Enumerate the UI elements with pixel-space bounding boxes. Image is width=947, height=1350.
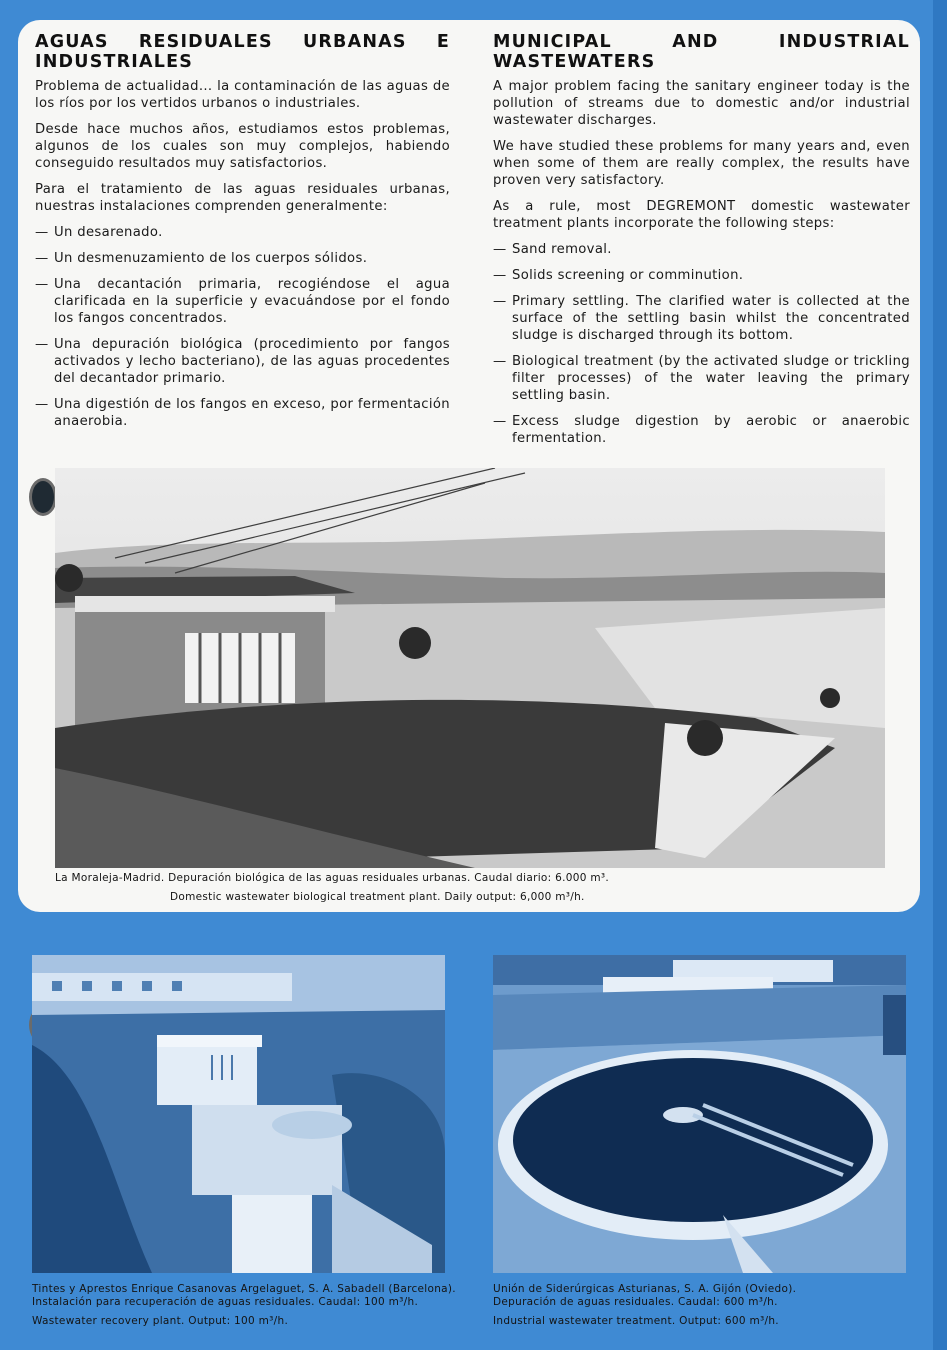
- bottom-left-photo: [32, 955, 445, 1273]
- english-paragraph: As a rule, most DEGREMONT domestic wastewater treatment plants incorporate the following steps:: [493, 199, 910, 231]
- list-item-text: Primary settling. The clarified water is collected at the surface of the settling basin whilst the concentrated sludge is discharged through its bottom.: [512, 294, 910, 343]
- english-paragraph: A major problem facing the sanitary engineer today is the pollution of streams due to domestic and/or industrial wastewater discharges.: [493, 79, 910, 128]
- list-item-text: Un desarenado.: [54, 225, 163, 240]
- list-dash: —: [493, 414, 507, 429]
- list-dash: —: [493, 242, 507, 257]
- caption-company: Unión de Siderúrgicas Asturianas, S. A. Gijón (Oviedo).: [493, 1283, 797, 1295]
- clarifier-tank-image: [493, 955, 906, 1273]
- english-title: MUNICIPAL AND INDUSTRIAL WASTEWATERS: [493, 32, 910, 72]
- list-dash: —: [35, 337, 49, 352]
- spanish-paragraph: Desde hace muchos años, estudiamos estos problemas, algunos de los cuales son muy complejos, habiendo conseguido resultados muy satisfactorios.: [35, 122, 450, 171]
- list-item-text: Una decantación primaria, recogiéndose el agua clarificada en la superficie y evacuándose por el fondo los fangos concentrados.: [54, 277, 450, 326]
- spanish-column: [35, 32, 450, 439]
- spanish-paragraph: Problema de actualidad... la contaminación de las aguas de los ríos por los vertidos urbanos o industriales.: [35, 79, 450, 111]
- bottom-right-caption: [493, 1283, 913, 1328]
- english-list-item: [493, 293, 910, 344]
- caption-english: Industrial wastewater treatment. Output: 600 m³/h.: [493, 1315, 779, 1327]
- spanish-title: AGUAS RESIDUALES URBANAS E INDUSTRIALES: [35, 32, 450, 72]
- english-list-item: [493, 413, 910, 447]
- bottom-left-caption: [32, 1283, 456, 1328]
- spanish-list-item: [35, 250, 450, 267]
- caption-company: Tintes y Aprestos Enrique Casanovas Argelaguet, S. A. Sabadell (Barcelona).: [32, 1283, 456, 1295]
- caption-english: Domestic wastewater biological treatment plant. Daily output: 6,000 m³/h.: [170, 891, 585, 903]
- spanish-list-item: [35, 336, 450, 387]
- english-column: [493, 32, 910, 456]
- english-list-item: [493, 353, 910, 404]
- list-item-text: Un desmenuzamiento de los cuerpos sólidos.: [54, 251, 368, 266]
- list-dash: —: [493, 294, 507, 309]
- plant-landscape-image: [55, 468, 885, 868]
- spanish-list-item: [35, 224, 450, 241]
- recovery-plant-image: [32, 955, 445, 1273]
- list-dash: —: [35, 251, 49, 266]
- spanish-list-item: [35, 276, 450, 327]
- list-dash: —: [493, 354, 507, 369]
- list-item-text: Una digestión de los fangos en exceso, por fermentación anaerobia.: [54, 397, 450, 429]
- english-paragraph: We have studied these problems for many years and, even when some of them are really complex, the results have proven very satisfactory.: [493, 139, 910, 188]
- list-item-text: Excess sludge digestion by aerobic or anaerobic fermentation.: [512, 414, 910, 446]
- list-item-text: Biological treatment (by the activated sludge or trickling filter processes) of the water leaving the primary settling basin.: [512, 354, 910, 403]
- spanish-paragraph: Para el tratamiento de las aguas residuales urbanas, nuestras instalaciones comprenden generalmente:: [35, 182, 450, 214]
- main-photo: [55, 468, 885, 868]
- binder-hole: [29, 478, 57, 516]
- spanish-list-item: [35, 396, 450, 430]
- list-dash: —: [35, 277, 49, 292]
- page-edge: [933, 0, 947, 1350]
- english-list-item: [493, 241, 910, 258]
- main-photo-caption: [55, 872, 609, 904]
- caption-spanish: La Moraleja-Madrid. Depuración biológica de las aguas residuales urbanas. Caudal diario: 6.000 m³.: [55, 872, 609, 884]
- caption-spanish: Instalación para recuperación de aguas residuales. Caudal: 100 m³/h.: [32, 1296, 419, 1308]
- list-dash: —: [35, 397, 49, 412]
- list-item-text: Solids screening or comminution.: [512, 268, 744, 283]
- list-item-text: Una depuración biológica (procedimiento por fangos activados y lecho bacteriano), de las aguas procedentes del decantador primario.: [54, 337, 450, 386]
- list-item-text: Sand removal.: [512, 242, 612, 257]
- list-dash: —: [493, 268, 507, 283]
- bottom-right-photo: [493, 955, 906, 1273]
- english-list-item: [493, 267, 910, 284]
- caption-english: Wastewater recovery plant. Output: 100 m³/h.: [32, 1315, 289, 1327]
- caption-spanish: Depuración de aguas residuales. Caudal: 600 m³/h.: [493, 1296, 778, 1308]
- list-dash: —: [35, 225, 49, 240]
